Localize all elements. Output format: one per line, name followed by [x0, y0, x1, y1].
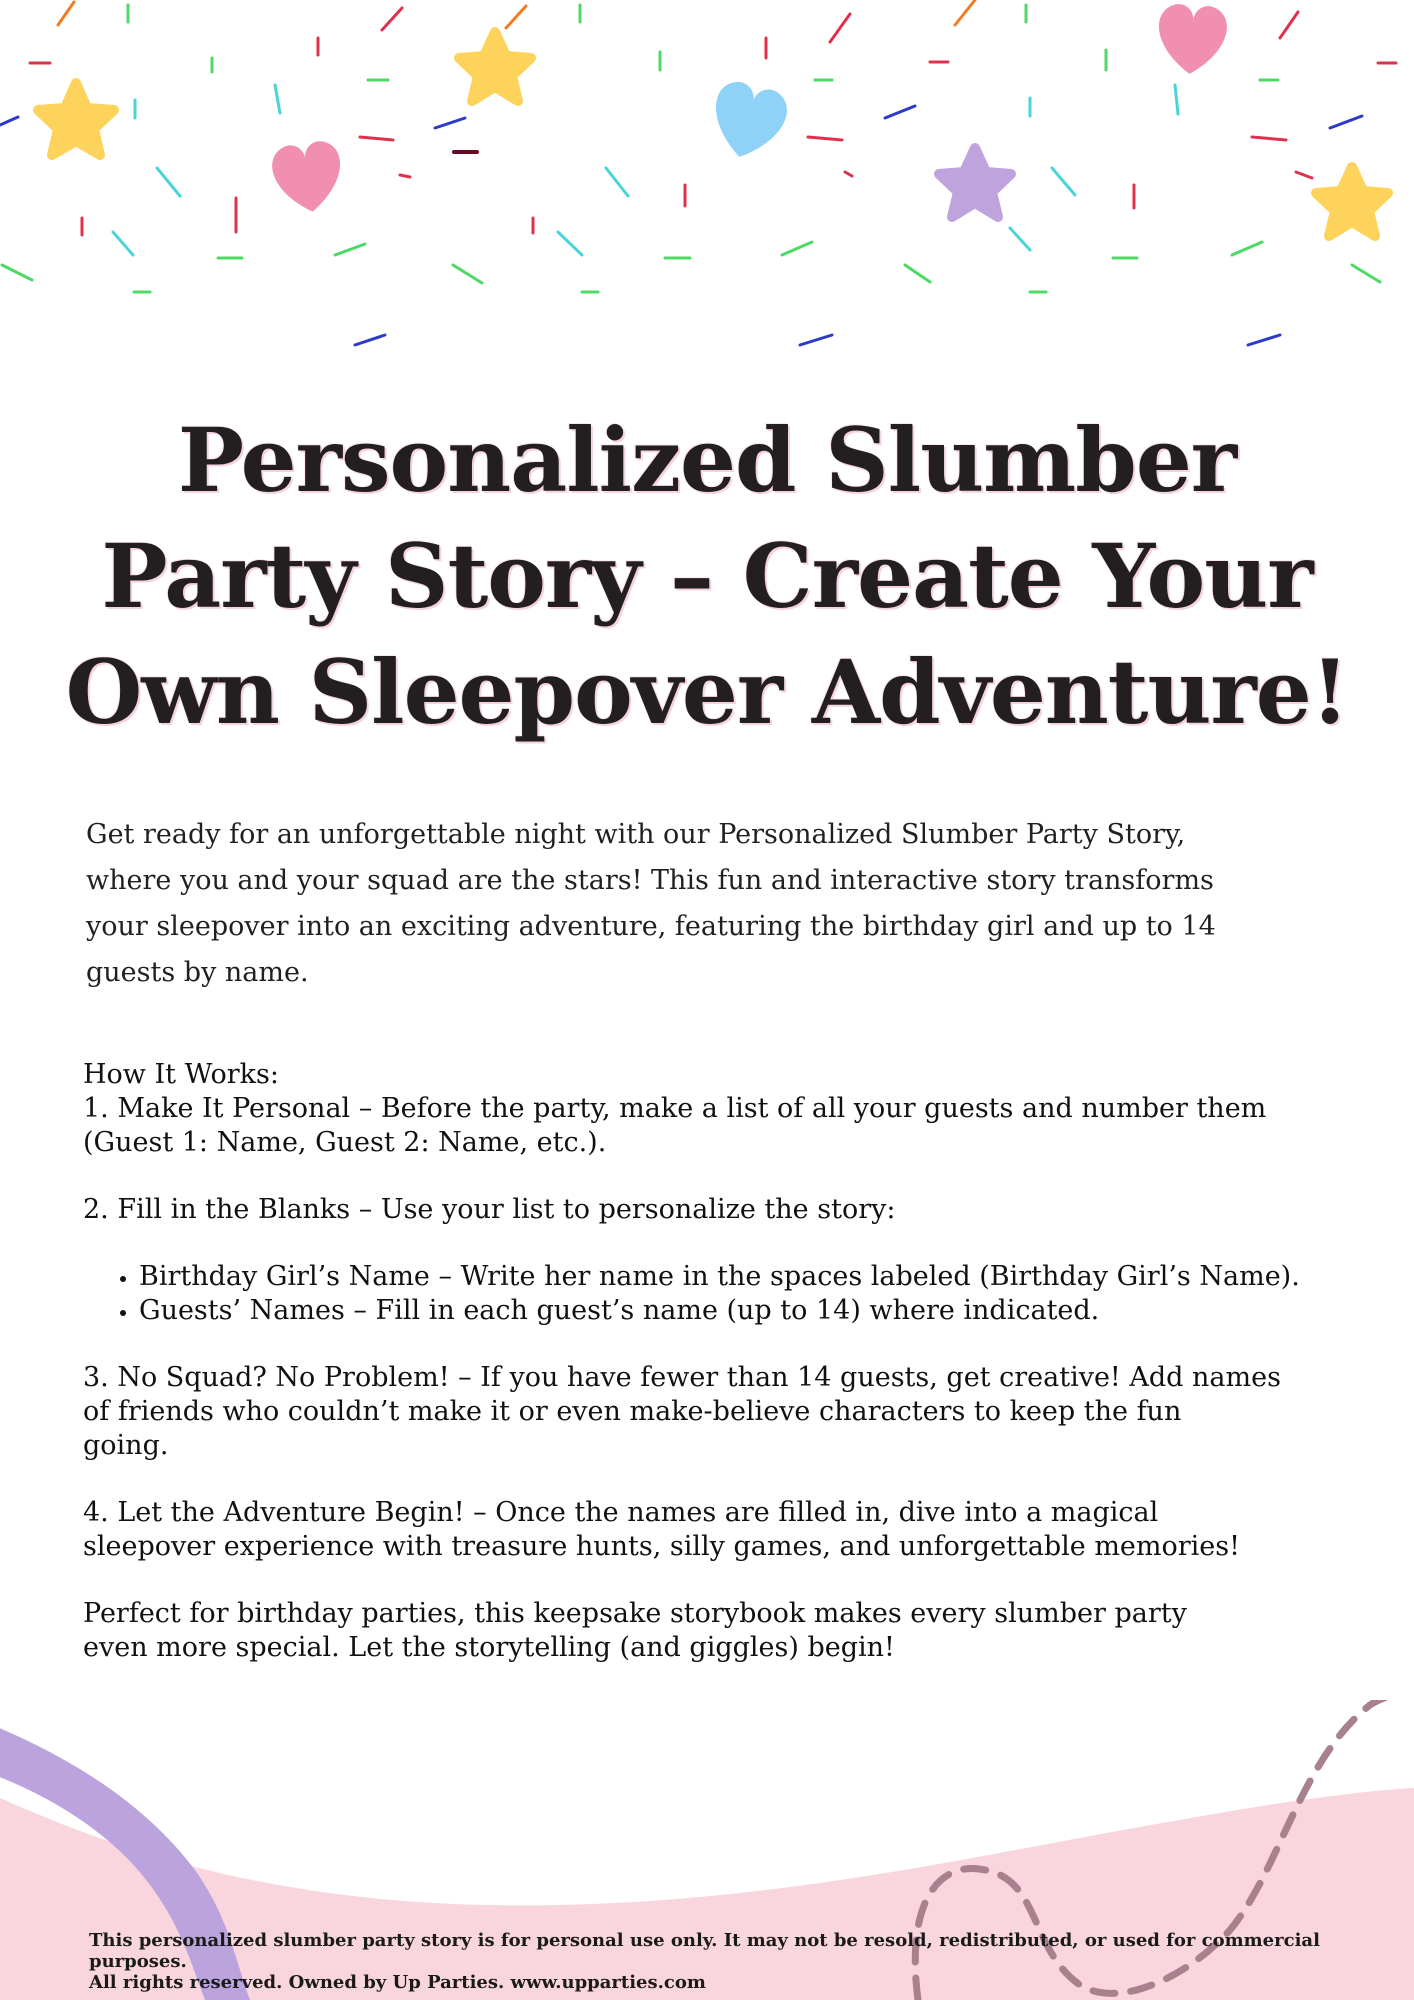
- intro-paragraph: [86, 812, 1341, 996]
- intro-line-2: where you and your squad are the stars! This fun and interactive story transforms: [86, 865, 1214, 896]
- star-icon: [1316, 167, 1388, 236]
- star-icon: [38, 83, 114, 155]
- closing-paragraph: [83, 1597, 1343, 1665]
- step-1-line-1: 1. Make It Personal – Before the party, make a list of all your guests and number them: [83, 1093, 1267, 1124]
- star-icon: [459, 32, 531, 101]
- step-4-line-1: 4. Let the Adventure Begin! – Once the names are filled in, dive into a magical: [83, 1497, 1159, 1528]
- heart-icon: [269, 139, 346, 217]
- step-2: 2. Fill in the Blanks – Use your list to personalize the story:: [83, 1194, 896, 1225]
- step-4: [83, 1496, 1343, 1564]
- footer-line-2: All rights reserved. Owned by Up Parties. www.upparties.com: [89, 1972, 706, 1993]
- intro-line-3: your sleepover into an exciting adventure, featuring the birthday girl and up to 14: [86, 911, 1216, 942]
- step-3-line-3: going.: [83, 1430, 169, 1461]
- heart-icon: [1156, 3, 1229, 76]
- step-3-line-1: 3. No Squad? No Problem! – If you have fewer than 14 guests, get creative! Add names: [83, 1362, 1281, 1393]
- list-item-birthday-girl: • Birthday Girl’s Name – Write her name in the spaces labeled (Birthday Girl’s Name).: [139, 1260, 1343, 1294]
- title-line-2: Party Story – Create Your: [101, 524, 1313, 628]
- footer-notice: [89, 1930, 1349, 1993]
- intro-line-4: guests by name.: [86, 957, 309, 988]
- list-item-guests: • Guests’ Names – Fill in each guest’s name (up to 14) where indicated.: [139, 1294, 1343, 1328]
- confetti-decoration: [0, 0, 1414, 380]
- how-it-works-heading: How It Works:: [83, 1059, 279, 1090]
- intro-line-1: Get ready for an unforgettable night with our Personalized Slumber Party Story,: [86, 819, 1186, 850]
- step-3: [83, 1361, 1343, 1463]
- footer-line-1: This personalized slumber party story is for personal use only. It may not be resold, redistributed, or used for commercial purposes.: [89, 1930, 1320, 1972]
- how-it-works-section: [83, 1058, 1343, 1665]
- star-icon: [939, 148, 1011, 217]
- step-1-line-2: (Guest 1: Name, Guest 2: Name, etc.).: [83, 1127, 607, 1158]
- page-title: [40, 402, 1374, 750]
- bullet-list: [83, 1260, 1343, 1328]
- closing-line-2: even more special. Let the storytelling (and giggles) begin!: [83, 1632, 895, 1663]
- title-line-3: Own Sleepover Adventure!: [65, 640, 1349, 744]
- heart-icon: [705, 78, 792, 166]
- step-1: [83, 1092, 1343, 1160]
- title-line-1: Personalized Slumber: [177, 408, 1237, 512]
- step-4-line-2: sleepover experience with treasure hunts, silly games, and unforgettable memories!: [83, 1531, 1240, 1562]
- step-3-line-2: of friends who couldn’t make it or even make-believe characters to keep the fun: [83, 1396, 1182, 1427]
- closing-line-1: Perfect for birthday parties, this keepsake storybook makes every slumber party: [83, 1598, 1187, 1629]
